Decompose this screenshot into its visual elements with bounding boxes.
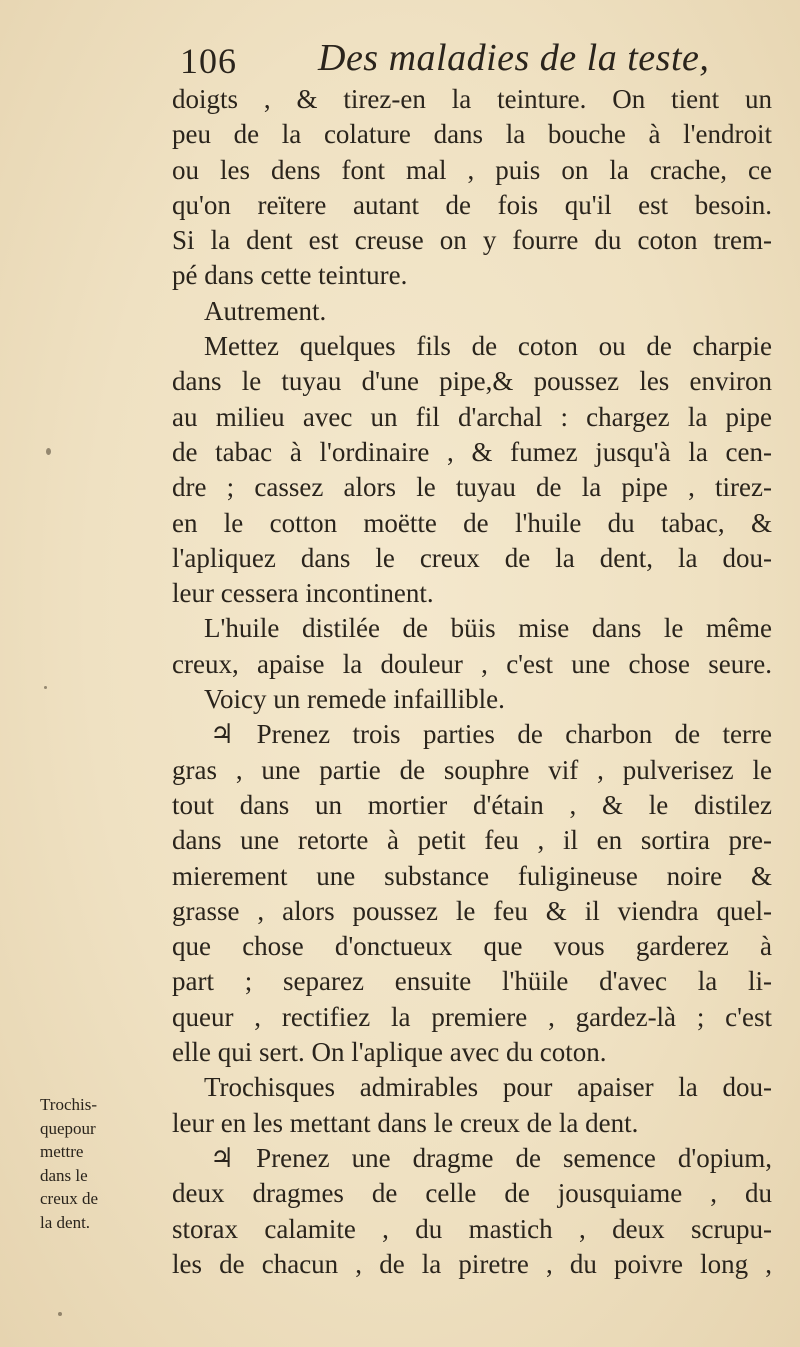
text-line: que chose d'onctueux que vous garderez à — [172, 931, 772, 962]
margin-note-line: quepour — [40, 1118, 96, 1138]
text-line: peu de la colature dans la bouche à l'endroit — [172, 119, 772, 150]
text-line: qu'on reïtere autant de fois qu'il est besoin. — [172, 189, 772, 220]
text-line: leur cessera incontinent. — [172, 578, 434, 609]
running-title: Des maladies de la teste, — [318, 37, 710, 79]
text-line: l'apliquez dans le creux de la dent, la dou- — [172, 542, 772, 573]
text-line: mierement une substance fuligineuse noire & — [172, 860, 772, 891]
text-line: au milieu avec un fil d'archal : chargez la pipe — [172, 401, 772, 432]
ink-speck — [46, 448, 51, 455]
text-line: pé dans cette teinture. — [172, 260, 408, 291]
margin-note-line: dans le — [40, 1165, 88, 1185]
text-line: dre ; cassez alors le tuyau de la pipe , tirez- — [172, 472, 772, 503]
text-line: queur , rectifiez la premiere , gardez-là ; c'est — [172, 1001, 772, 1032]
page-number: 106 — [180, 41, 237, 81]
text-line: ♃ Prenez trois parties de charbon de terre — [210, 719, 772, 750]
margin-note-line: Trochis- — [40, 1095, 97, 1114]
text-line: Si la dent est creuse on y fourre du coton trem- — [172, 225, 772, 256]
text-line: dans une retorte à petit feu , il en sortira pre- — [172, 825, 772, 856]
text-line: ♃ Prenez une dragme de semence d'opium, — [210, 1142, 772, 1173]
ink-speck — [58, 1312, 62, 1316]
text-line: doigts , & tirez-en la teinture. On tient un — [172, 84, 772, 114]
text-line: Mettez quelques fils de coton ou de charpie — [204, 331, 772, 362]
text-line: tout dans un mortier d'étain , & le distilez — [172, 789, 772, 820]
section-heading: Voicy un remede infaillible. — [204, 684, 505, 715]
text-line: leur en les mettant dans le creux de la dent. — [172, 1107, 639, 1138]
section-heading: Trochisques admirables pour apaiser la dou- — [204, 1072, 772, 1103]
text-line: grasse , alors poussez le feu & il viendra quel- — [172, 895, 772, 926]
text-line: part ; separez ensuite l'hüile d'avec la li- — [172, 966, 772, 997]
text-line: les de chacun , de la piretre , du poivre long , — [172, 1248, 772, 1279]
margin-note-line: mettre — [40, 1142, 84, 1161]
text-line: deux dragmes de celle de jousquiame , du — [172, 1178, 772, 1209]
margin-note-line: la dent. — [40, 1212, 91, 1232]
ink-speck — [44, 686, 47, 689]
text-line: de tabac à l'ordinaire , & fumez jusqu'à la cen- — [172, 436, 772, 467]
text-line: en le cotton moëtte de l'huile du tabac, & — [172, 507, 772, 538]
text-line: gras , une partie de souphre vif , pulverisez le — [172, 754, 772, 785]
margin-note — [40, 1093, 152, 1234]
text-line: elle qui sert. On l'aplique avec du coton. — [172, 1037, 607, 1068]
text-line: dans le tuyau d'une pipe,& poussez les environ — [172, 366, 772, 397]
body-text — [172, 82, 772, 1282]
margin-note-line: creux de — [40, 1189, 99, 1208]
section-heading: Autrement. — [204, 295, 327, 326]
text-line: L'huile distilée de büis mise dans le même — [204, 613, 772, 644]
text-line: ou les dens font mal , puis on la crache, ce — [172, 154, 772, 185]
text-line: creux, apaise la douleur , c'est une chose seure. — [172, 648, 772, 679]
text-line: storax calamite , du mastich , deux scrupu- — [172, 1213, 772, 1244]
